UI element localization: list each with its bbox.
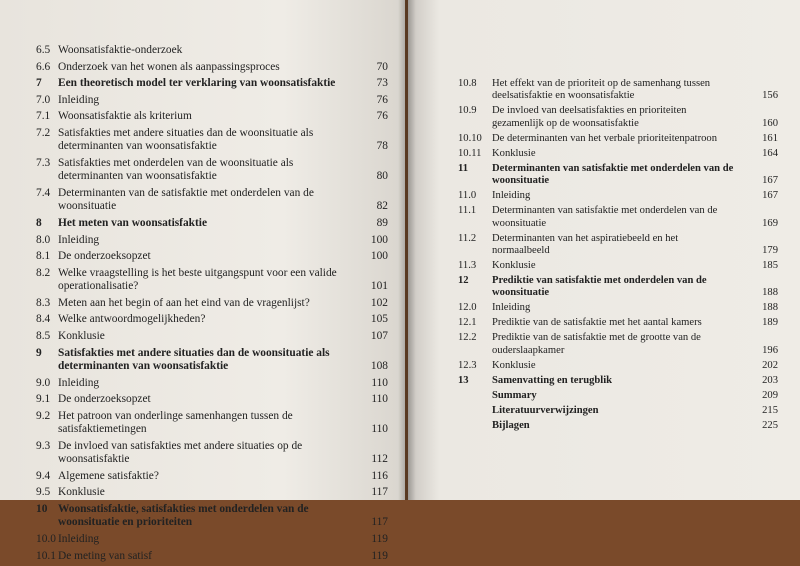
toc-entry-page-number: 116: [371, 469, 388, 482]
toc-entry-number: 12.3: [458, 359, 477, 371]
toc-entry-title: Summary: [492, 389, 537, 401]
table-of-contents-right: [458, 78, 778, 435]
toc-entry: [458, 360, 778, 372]
toc-entry-number: 11.0: [458, 190, 477, 202]
toc-entry-title: Bijlagen: [492, 419, 530, 431]
table-of-contents-left: [36, 44, 388, 566]
toc-entry-title: Determinanten van satisfaktie met onderdelen van de woonsituatie: [492, 162, 734, 187]
toc-entry-page-number: 100: [370, 250, 388, 263]
toc-entry: [36, 347, 388, 374]
toc-entry: [36, 157, 388, 184]
toc-entry-title: De invloed van deelsatisfakties en prioriteiten gezamenlijk op de woonsatisfaktie: [492, 105, 687, 129]
toc-entry-page-number: 161: [762, 132, 778, 144]
toc-entry-title: Konklusie: [492, 147, 536, 159]
toc-entry-title: De invloed van satisfakties met andere situaties op de woonsatisfaktie: [58, 439, 303, 466]
toc-entry-page-number: 209: [762, 389, 778, 401]
toc-entry-title: Samenvatting en terugblik: [492, 374, 613, 386]
toc-entry-page-number: 119: [371, 532, 388, 545]
toc-entry-title: Algemene satisfaktie?: [58, 469, 159, 482]
toc-entry-page-number: 179: [762, 245, 778, 257]
toc-entry: [36, 503, 388, 530]
toc-entry-title: Onderzoek van het wonen als aanpassingsproces: [58, 60, 280, 73]
toc-entry-number: 6.6: [36, 60, 51, 73]
toc-entry-page-number: 89: [376, 216, 388, 229]
toc-entry-page-number: 160: [762, 117, 778, 129]
toc-entry-page-number: 101: [370, 280, 388, 293]
toc-entry-number: 7.1: [36, 110, 51, 123]
toc-entry: [36, 187, 388, 214]
toc-entry-page-number: 164: [762, 147, 778, 159]
toc-entry: [36, 217, 388, 230]
toc-entry-title: Determinanten van de satisfaktie met onderdelen van de woonsituatie: [58, 186, 314, 213]
toc-entry-page-number: 167: [762, 175, 778, 187]
toc-entry-page-number: 167: [762, 190, 778, 202]
toc-entry: [458, 317, 778, 329]
toc-entry-number: 10: [36, 502, 48, 515]
toc-entry: [458, 275, 778, 300]
toc-entry: [458, 148, 778, 160]
toc-entry-page-number: 117: [371, 486, 388, 499]
toc-entry-number: 10.1: [36, 549, 56, 562]
toc-entry-page-number: 110: [371, 393, 388, 406]
toc-entry-number: 7.4: [36, 186, 51, 199]
toc-entry-number: 12.1: [458, 317, 477, 329]
toc-entry: [458, 302, 778, 314]
toc-entry-number: 8.4: [36, 313, 51, 326]
toc-entry: [36, 61, 388, 74]
toc-entry-page-number: 110: [371, 423, 388, 436]
toc-entry-number: 10.0: [36, 532, 56, 545]
toc-entry-number: 8.5: [36, 329, 51, 342]
toc-entry-title: Satisfakties met onderdelen van de woonsituatie als determinanten van woonsatisfaktie: [58, 156, 294, 183]
toc-entry-title: Prediktie van de satisfaktie met het aantal kamers: [492, 317, 702, 329]
toc-entry-title: Inleiding: [58, 532, 100, 545]
toc-entry-page-number: 189: [762, 317, 778, 329]
toc-entry-number: 9.1: [36, 393, 51, 406]
toc-entry-title: Meten aan het begin of aan het eind van de vragenlijst?: [58, 296, 310, 309]
toc-entry-number: 12.0: [458, 302, 477, 314]
toc-entry: [458, 163, 778, 188]
toc-entry-number: 12: [458, 275, 469, 287]
toc-entry-number: 9.0: [36, 376, 51, 389]
toc-entry: [458, 205, 778, 230]
toc-entry: [458, 390, 778, 402]
toc-entry-title: Een theoretisch model ter verklaring van woonsatisfaktie: [58, 77, 336, 90]
toc-entry-number: 7: [36, 77, 42, 90]
toc-entry-page-number: 225: [762, 419, 778, 431]
toc-entry-title: Welke vraagstelling is het beste uitgangspunt voor een valide operationalisatie?: [58, 266, 337, 293]
toc-entry: [458, 233, 778, 258]
toc-entry: [458, 133, 778, 145]
toc-entry-title: De meting van satisf: [58, 549, 152, 562]
toc-entry-page-number: 185: [762, 260, 778, 272]
toc-entry-number: 11.3: [458, 260, 477, 272]
toc-entry-number: 9.3: [36, 439, 51, 452]
toc-entry-title: Het meten van woonsatisfaktie: [58, 216, 208, 229]
toc-entry-page-number: 102: [370, 296, 388, 309]
toc-entry: [458, 420, 778, 432]
toc-entry-page-number: 107: [370, 329, 388, 342]
toc-entry: [458, 78, 778, 103]
toc-entry-number: 10.8: [458, 78, 477, 89]
toc-entry-page-number: 105: [370, 313, 388, 326]
toc-entry: [36, 313, 388, 326]
toc-entry-number: 13: [458, 374, 469, 386]
book-gutter: [398, 0, 416, 500]
toc-entry-title: Het patroon van onderlinge samenhangen tussen de satisfaktiemetingen: [58, 409, 293, 436]
toc-entry-title: Welke antwoordmogelijkheden?: [58, 313, 206, 326]
toc-entry-page-number: 76: [376, 93, 388, 106]
toc-entry-number: 9: [36, 346, 42, 359]
toc-entry: [36, 297, 388, 310]
toc-entry-title: Woonsatisfaktie als kriterium: [58, 110, 192, 123]
toc-entry: [36, 486, 388, 499]
toc-entry: [36, 377, 388, 390]
toc-entry-page-number: 203: [762, 374, 778, 386]
toc-entry-number: 6.5: [36, 44, 51, 56]
toc-entry-page-number: 188: [762, 287, 778, 299]
toc-entry-title: Inleiding: [58, 93, 100, 106]
toc-entry-title: Literatuurverwijzingen: [492, 404, 599, 416]
toc-entry-title: De onderzoeksopzet: [58, 393, 151, 406]
toc-entry: [36, 440, 388, 467]
toc-entry: [36, 267, 388, 294]
toc-entry-title: De onderzoeksopzet: [58, 250, 151, 263]
toc-entry-title: Determinanten van het aspiratiebeeld en het normaalbeeld: [492, 232, 679, 257]
toc-entry-number: 9.2: [36, 409, 51, 422]
toc-entry-number: 10.10: [458, 132, 482, 144]
toc-entry-title: Inleiding: [58, 233, 100, 246]
toc-entry-page-number: 78: [376, 140, 388, 153]
toc-entry-number: 11.2: [458, 232, 477, 244]
toc-entry-title: Prediktie van satisfaktie met onderdelen van de woonsituatie: [492, 275, 707, 299]
toc-entry: [36, 330, 388, 343]
toc-entry: [36, 470, 388, 483]
toc-entry-number: 9.4: [36, 469, 51, 482]
toc-entry-number: 11.1: [458, 205, 477, 217]
toc-entry-title: Inleiding: [492, 190, 531, 202]
toc-entry-number: 7.2: [36, 126, 51, 139]
toc-entry: [36, 250, 388, 263]
toc-entry-page-number: 188: [762, 302, 778, 314]
toc-entry-title: Satisfakties met andere situaties dan de woonsituatie als determinanten van woonsatisfaktie: [58, 126, 314, 153]
toc-entry: [36, 44, 388, 57]
toc-entry-title: Woonsatisfaktie-onderzoek: [58, 44, 183, 56]
toc-entry: [36, 77, 388, 90]
toc-entry-number: 8.2: [36, 266, 51, 279]
toc-entry-page-number: 73: [376, 77, 388, 90]
toc-entry-page-number: 112: [371, 453, 388, 466]
toc-entry: [36, 533, 388, 546]
toc-entry-title: Konklusie: [492, 359, 536, 371]
toc-entry-title: Inleiding: [58, 376, 100, 389]
toc-entry: [36, 127, 388, 154]
toc-entry: [36, 94, 388, 107]
toc-entry-title: Inleiding: [492, 302, 531, 314]
toc-entry-title: Woonsatisfaktie, satisfakties met onderdelen van de woonsituatie en prioriteiten: [58, 502, 309, 529]
toc-entry-title: Prediktie van de satisfaktie met de grootte van de ouderslaapkamer: [492, 332, 701, 356]
toc-entry-number: 8: [36, 216, 42, 229]
toc-entry-number: 8.3: [36, 296, 51, 309]
toc-entry: [458, 190, 778, 202]
toc-entry-page-number: 70: [376, 60, 388, 73]
toc-entry-page-number: 110: [371, 376, 388, 389]
toc-entry: [458, 332, 778, 357]
right-page: [408, 0, 800, 500]
toc-entry-page-number: 215: [762, 404, 778, 416]
toc-entry: [36, 393, 388, 406]
toc-entry: [458, 405, 778, 417]
toc-entry-number: 9.5: [36, 486, 51, 499]
toc-entry-title: Konklusie: [58, 486, 105, 499]
toc-entry: [458, 375, 778, 387]
toc-entry-number: 10.11: [458, 147, 482, 159]
toc-entry-title: Satisfakties met andere situaties dan de woonsituatie als determinanten van woonsatisfaktie: [58, 346, 330, 372]
toc-entry: [36, 234, 388, 247]
toc-entry-number: 8.1: [36, 250, 51, 263]
toc-entry: [36, 110, 388, 123]
toc-entry-page-number: 119: [371, 549, 388, 562]
toc-entry-page-number: 196: [762, 344, 778, 356]
toc-entry: [458, 105, 778, 130]
toc-entry-page-number: 169: [762, 217, 778, 229]
toc-entry-page-number: 100: [370, 233, 388, 246]
toc-entry-number: 12.2: [458, 332, 477, 344]
toc-entry: [36, 550, 388, 563]
toc-entry-title: Konklusie: [492, 260, 536, 272]
toc-entry-number: 8.0: [36, 233, 51, 246]
toc-entry-page-number: 202: [762, 359, 778, 371]
toc-entry-title: De determinanten van het verbale prioriteitenpatroon: [492, 132, 718, 144]
toc-entry-title: Konklusie: [58, 329, 105, 342]
toc-entry-page-number: 108: [370, 359, 388, 372]
toc-entry-title: Het effekt van de prioriteit op de samenhang tussen deelsatisfaktie en woonsatisfaktie: [492, 78, 711, 102]
toc-entry-number: 7.0: [36, 93, 51, 106]
toc-entry-number: 11: [458, 162, 469, 174]
toc-entry-number: 10.9: [458, 105, 477, 117]
toc-entry-page-number: 156: [762, 90, 778, 102]
toc-entry-page-number: 117: [371, 516, 388, 529]
toc-entry-page-number: 82: [376, 200, 388, 213]
toc-entry: [458, 260, 778, 272]
toc-entry-number: 7.3: [36, 156, 51, 169]
toc-entry-page-number: 76: [376, 110, 388, 123]
toc-entry: [36, 410, 388, 437]
toc-entry-page-number: 80: [376, 170, 388, 183]
toc-entry-title: Determinanten van satisfaktie met onderdelen van de woonsituatie: [492, 205, 718, 229]
